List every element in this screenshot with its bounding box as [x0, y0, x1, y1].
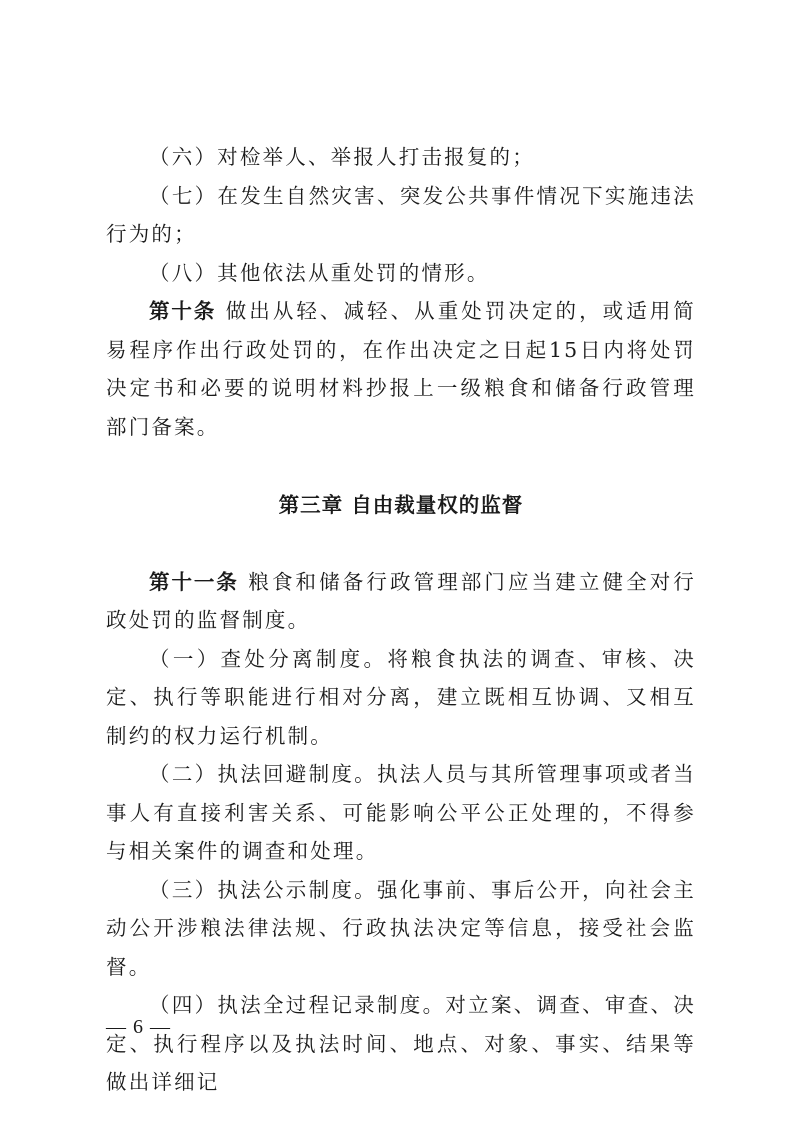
list-item-4: （四）执法全过程记录制度。对立案、调查、审查、决定、执行程序以及执法时间、地点、对象、事实、结果等做出详细记 [106, 993, 696, 1094]
document-body [106, 138, 696, 1102]
list-item-2: （二）执法回避制度。执法人员与其所管理事项或者当事人有直接利害关系、可能影响公平公正处理的，不得参与相关案件的调查和处理。 [106, 762, 696, 863]
page-number: — 6 — [106, 1016, 171, 1038]
paragraph-item-7: （七）在发生自然灾害、突发公共事件情况下实施违法行为的； [106, 183, 696, 246]
article-11-label: 第十一条 [149, 569, 239, 594]
article-10-label: 第十条 [149, 299, 217, 323]
article-11-text: 粮食和储备行政管理部门应当建立健全对行政处罚的监督制度。 [106, 569, 697, 632]
chapter-title: 第三章 自由裁量权的监督 [278, 493, 524, 517]
article-10-text: 做出从轻、减轻、从重处罚决定的，或适用简易程序作出行政处罚的，在作出决定之日起15日内将处罚决定书和必要的说明材料抄报上一级粮食和储备行政管理部门备案。 [106, 299, 697, 439]
list-item-3: （三）执法公示制度。强化事前、事后公开，向社会主动公开涉粮法律法规、行政执法决定等信息，接受社会监督。 [106, 877, 696, 979]
paragraph-item-6: （六）对检举人、举报人打击报复的； [149, 145, 535, 169]
article-10 [106, 292, 696, 446]
paragraph-item-8: （八）其他依法从重处罚的情形。 [149, 260, 490, 285]
article-11 [106, 563, 696, 640]
list-item-1: （一）查处分离制度。将粮食执法的调查、审核、决定、执行等职能进行相对分离，建立既相互协调、又相互制约的权力运行机制。 [106, 646, 696, 748]
